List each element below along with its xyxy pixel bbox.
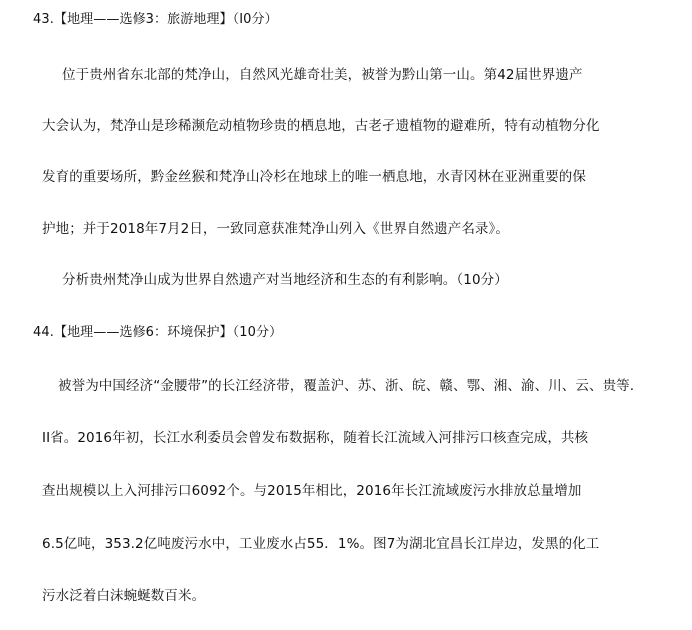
- question-43-prompt: 分析贵州梵净山成为世界自然遗产对当地经济和生态的有利影响。（10分）: [62, 272, 508, 288]
- question-43-heading: 43.【地理——选修3：旅游地理】（I0分）: [33, 12, 278, 27]
- question-44-line-3: 查出规模以上入河排污口6092个。与2015年相比，2016年长江流域废污水排放总量增加: [42, 483, 582, 499]
- question-43-line-2: 大会认为，梵净山是珍稀濒危动植物珍贵的栖息地，古老孑遗植物的避难所，特有动植物分化: [42, 118, 600, 134]
- question-44-line-2: II省。2016年初，长江水利委员会曾发布数据称，随着长江流域入河排污口核查完成，共核: [42, 430, 589, 446]
- question-43-line-3: 发育的重要场所，黔金丝猴和梵净山冷杉在地球上的唯一栖息地，水青冈林在亚洲重要的保: [42, 169, 586, 185]
- question-43-line-4: 护地；并于2018年7月2日，一致同意获准梵净山列入《世界自然遗产名录》。: [42, 221, 509, 237]
- question-43-line-1: 位于贵州省东北部的梵净山，自然风光雄奇壮美，被誉为黔山第一山。第42届世界遗产: [62, 67, 583, 83]
- question-44-line-1: 被誉为中国经济“金腰带”的长江经济带，覆盖沪、苏、浙、皖、赣、鄂、湘、渝、川、云、贵等.: [58, 378, 635, 394]
- question-44-line-5: 污水泛着白沫蜿蜒数百米。: [42, 588, 206, 604]
- question-44-heading: 44.【地理——选修6：环境保护】（10分）: [33, 325, 283, 340]
- question-44-line-4: 6.5亿吨，353.2亿吨废污水中，工业废水占55．1%。图7为湖北宜昌长江岸边，发黑的化工: [42, 536, 600, 552]
